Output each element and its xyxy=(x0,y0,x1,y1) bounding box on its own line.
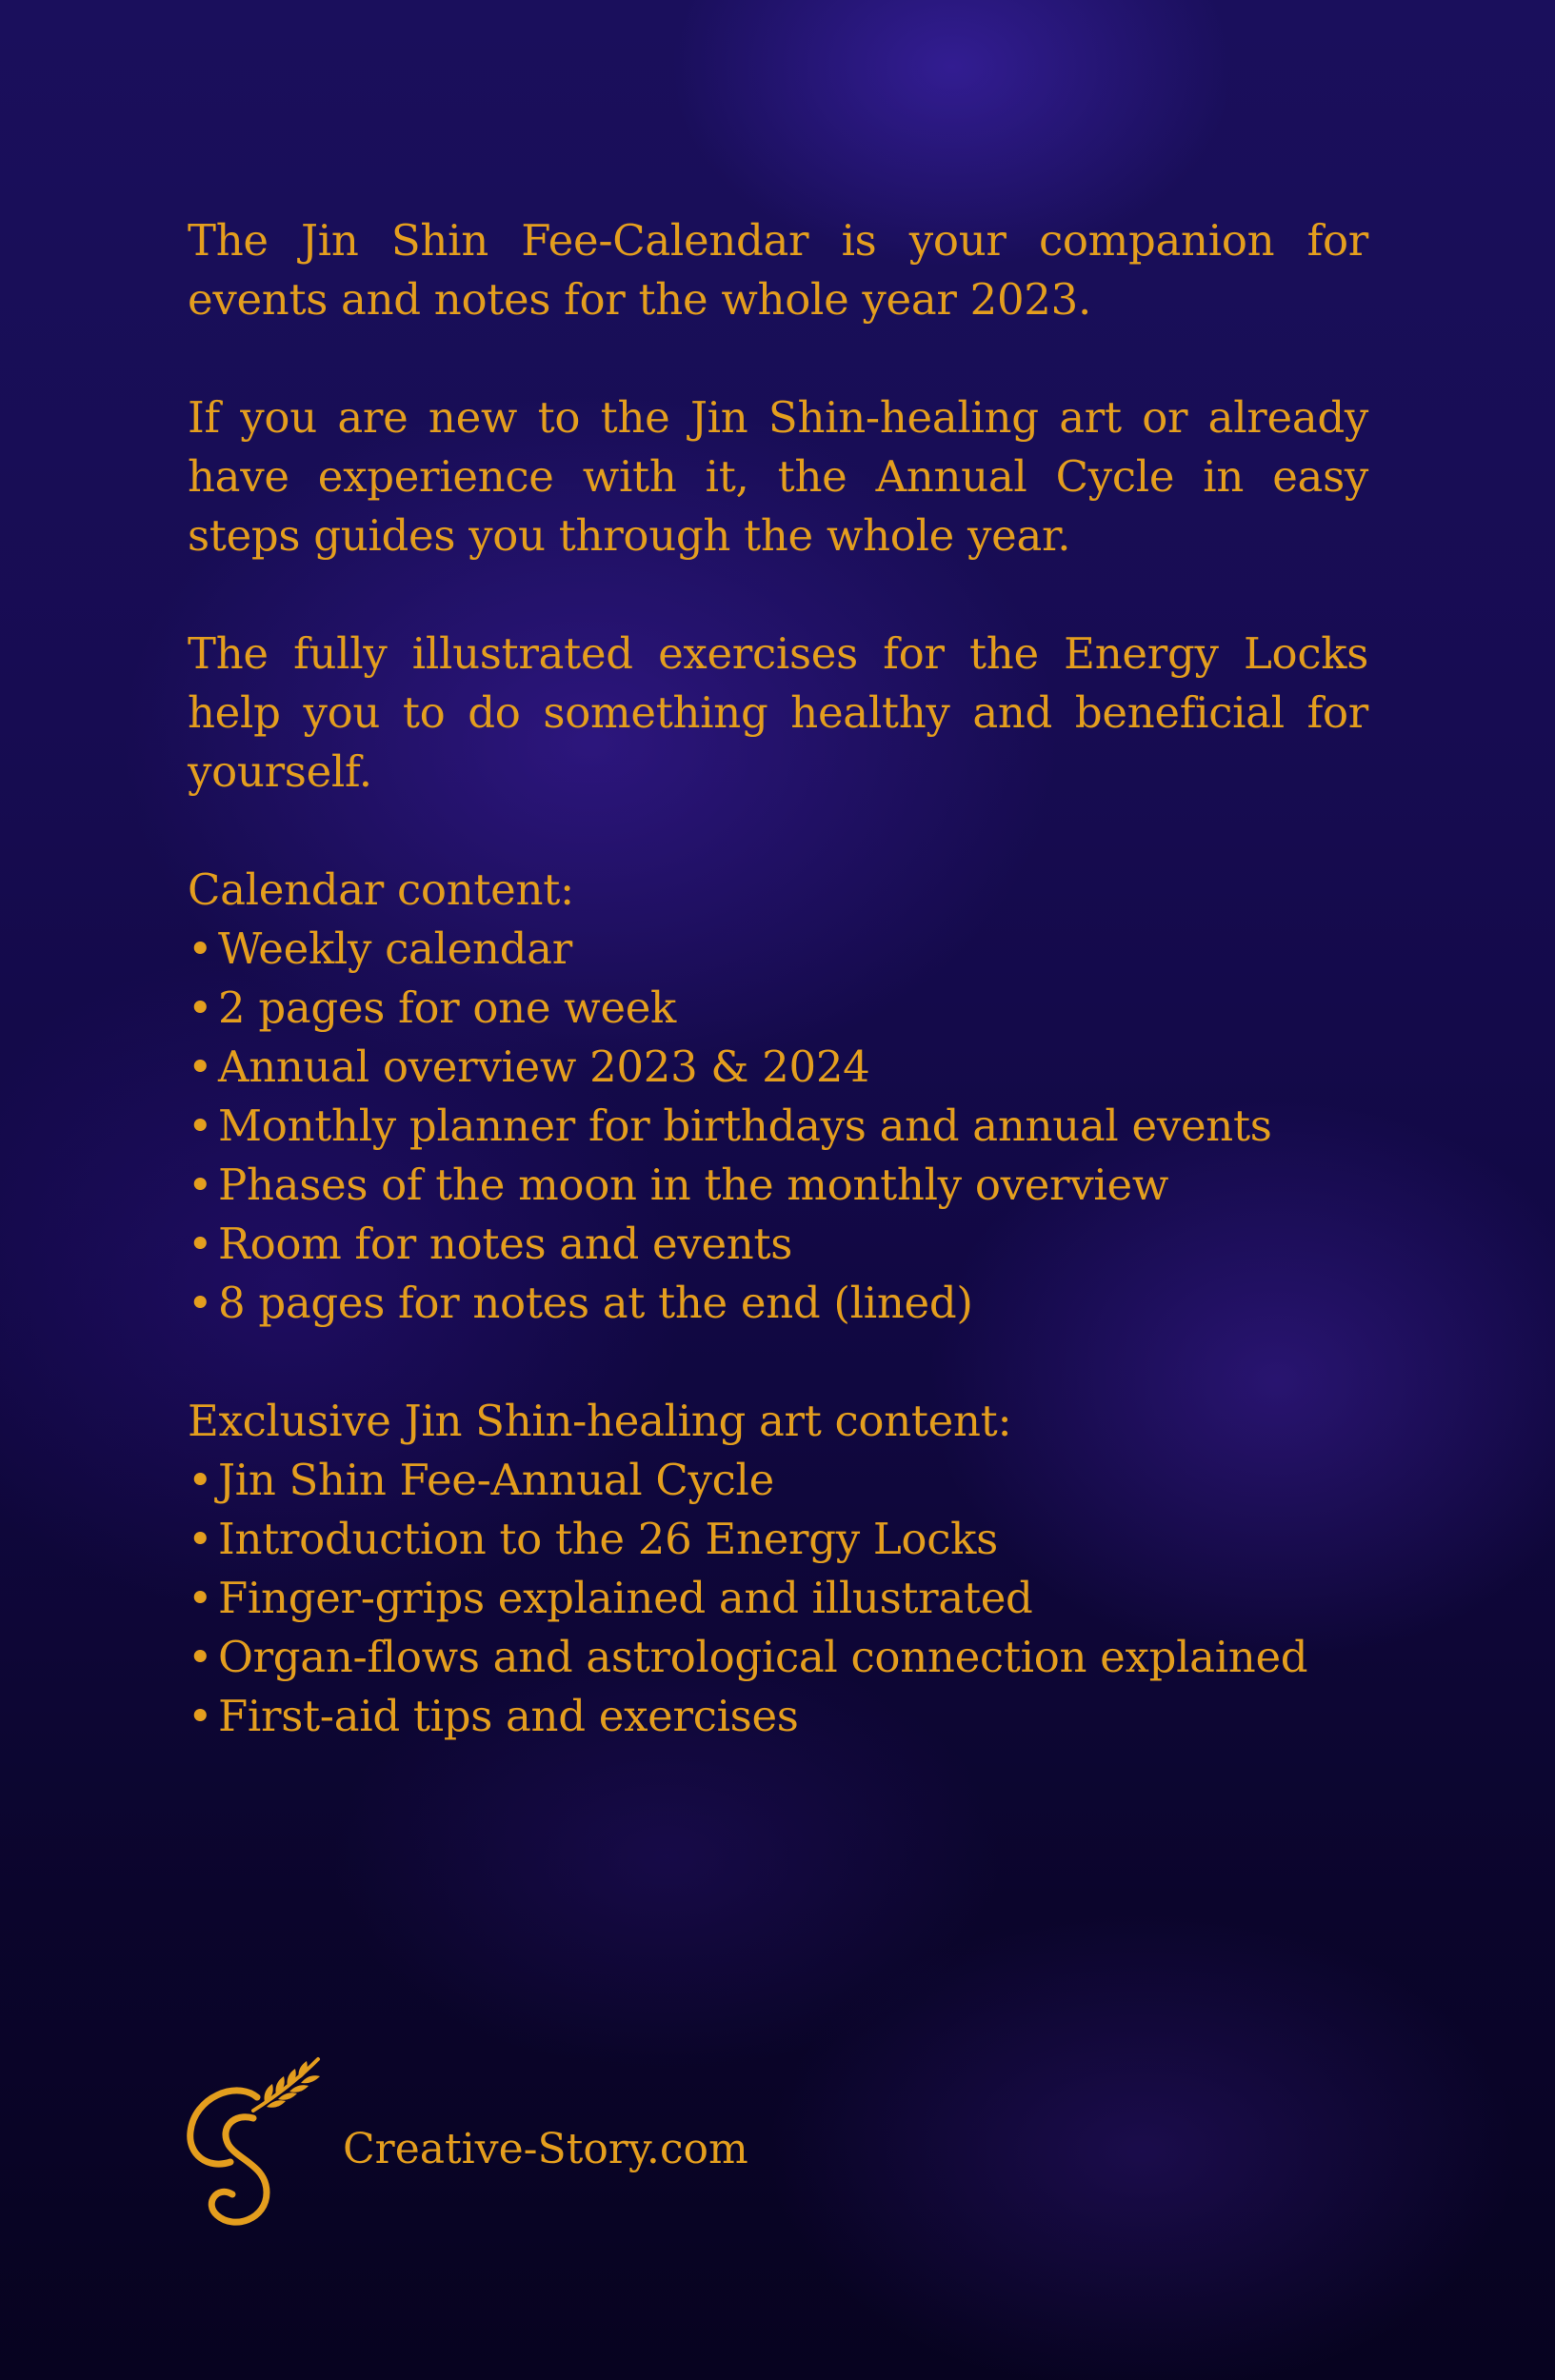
bullet-icon: • xyxy=(188,1219,213,1269)
list-item: • 8 pages for notes at the end (lined) xyxy=(188,1274,1368,1333)
list-item: • Organ-flows and astrological connection explained xyxy=(188,1628,1368,1687)
list-item: • Weekly calendar xyxy=(188,920,1368,979)
cs-monogram-feather-icon xyxy=(179,2052,331,2242)
bullet-icon: • xyxy=(188,1101,213,1151)
list-item: • Monthly planner for birthdays and annual events xyxy=(188,1097,1368,1156)
calendar-content-list xyxy=(188,920,1368,1333)
list-item: • Annual overview 2023 & 2024 xyxy=(188,1038,1368,1097)
bullet-icon: • xyxy=(188,1041,213,1092)
list-item: • 2 pages for one week xyxy=(188,979,1368,1038)
list-item: • Introduction to the 26 Energy Locks xyxy=(188,1510,1368,1569)
back-cover-text xyxy=(188,211,1368,1805)
list-item: • Phases of the moon in the monthly overview xyxy=(188,1156,1368,1215)
bullet-icon: • xyxy=(188,923,213,974)
intro-paragraph-1: The Jin Shin Fee-Calendar is your companion for events and notes for the whole year 2023. xyxy=(188,215,1368,325)
list-item: • Finger-grips explained and illustrated xyxy=(188,1569,1368,1628)
website-link[interactable]: Creative-Story.com xyxy=(343,2125,748,2173)
list-item: • Room for notes and events xyxy=(188,1215,1368,1274)
list-item: • Jin Shin Fee-Annual Cycle xyxy=(188,1451,1368,1510)
exclusive-content-title: Exclusive Jin Shin-healing art content: xyxy=(188,1396,1012,1446)
bullet-icon: • xyxy=(188,1573,213,1623)
list-item: • First-aid tips and exercises xyxy=(188,1687,1368,1746)
bullet-icon: • xyxy=(188,1632,213,1682)
intro-paragraph-2: If you are new to the Jin Shin-healing art or already have experience with it, the Annual Cycle in easy steps guides you through the whole year. xyxy=(188,392,1368,561)
bullet-icon: • xyxy=(188,1160,213,1210)
publisher-footer xyxy=(179,2052,846,2242)
bullet-icon: • xyxy=(188,1514,213,1564)
bullet-icon: • xyxy=(188,1691,213,1741)
intro-paragraph-3: The fully illustrated exercises for the Energy Locks help you to do something healthy and beneficial for yourself. xyxy=(188,628,1368,797)
exclusive-content-list xyxy=(188,1451,1368,1746)
bullet-icon: • xyxy=(188,982,213,1033)
calendar-content-title: Calendar content: xyxy=(188,864,574,915)
bullet-icon: • xyxy=(188,1455,213,1505)
bullet-icon: • xyxy=(188,1278,213,1328)
